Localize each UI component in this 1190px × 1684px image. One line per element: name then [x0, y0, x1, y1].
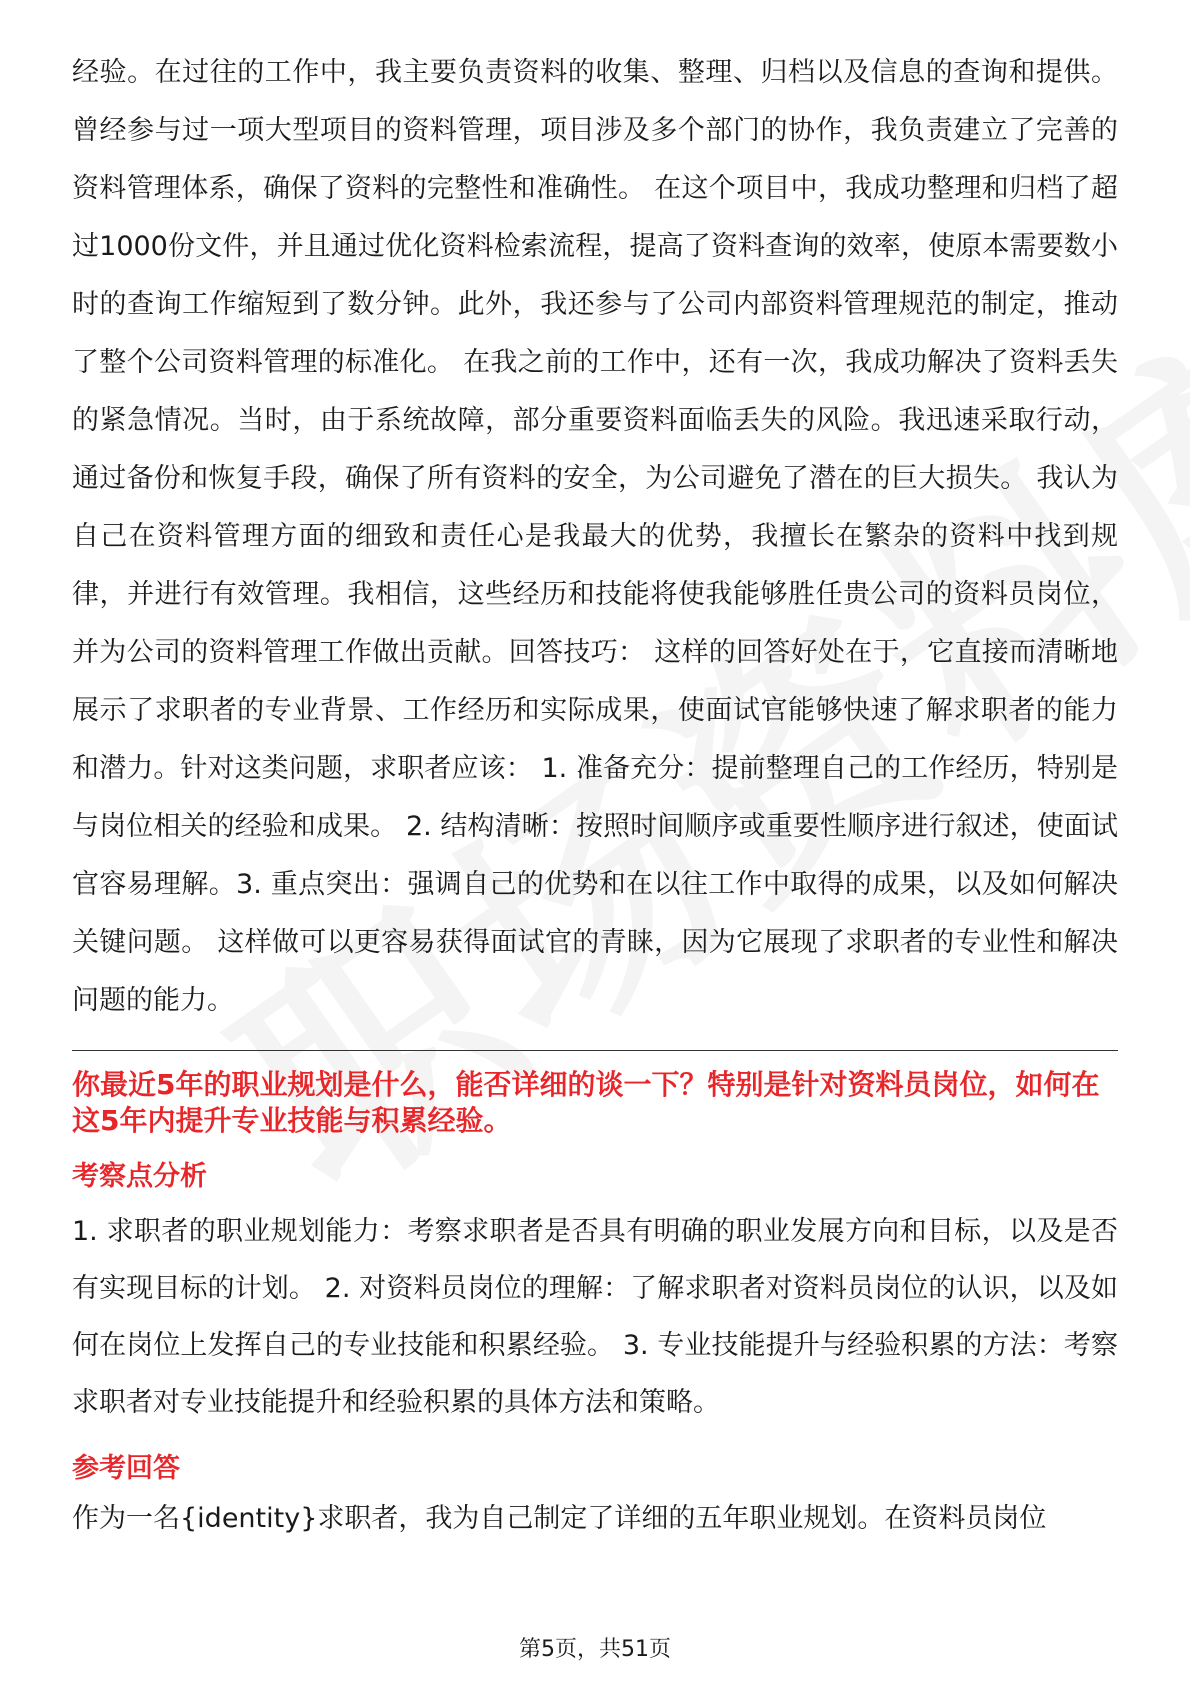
- section-divider: [72, 1050, 1118, 1051]
- analysis-text: 1. 求职者的职业规划能力：考察求职者是否具有明确的职业发展方向和目标，以及是否有实现目标的计划。 2. 对资料员岗位的理解：了解求职者对资料员岗位的认识，以及如何在岗位上发挥自己的专业技能和积累经验。 3. 专业技能提升与经验积累的方法：考察求职者对专业技能提升和经验积累的具体方法和策略。: [72, 1216, 1118, 1418]
- reference-answer-heading: 参考回答: [72, 1453, 180, 1484]
- page-content: [72, 44, 1118, 1545]
- analysis-heading: 考察点分析: [72, 1161, 207, 1192]
- continued-answer-text: 经验。在过往的工作中，我主要负责资料的收集、整理、归档以及信息的查询和提供。曾经参与过一项大型项目的资料管理，项目涉及多个部门的协作，我负责建立了完善的资料管理体系，确保了资料的完整性和准确性。 在这个项目中，我成功整理和归档了超过1000份文件，并且通过优化资料检索流程，提高了资料查询的效率，使原本需要数小时的查询工作缩短到了数分钟。此外，我还参与了公司内部资料管理规范的制定，推动了整个公司资料管理的标准化。 在我之前的工作中，还有一次，我成功解决了资料丢失的紧急情况。当时，由于系统故障，部分重要资料面临丢失的风险。我迅速采取行动，通过备份和恢复手段，确保了所有资料的安全，为公司避免了潜在的巨大损失。 我认为自己在资料管理方面的细致和责任心是我最大的优势，我擅长在繁杂的资料中找到规律，并进行有效管理。我相信，这些经历和技能将使我能够胜任贵公司的资料员岗位，并为公司的资料管理工作做出贡献。回答技巧： 这样的回答好处在于，它直接而清晰地展示了求职者的专业背景、工作经历和实际成果，使面试官能够快速了解求职者的能力和潜力。针对这类问题，求职者应该： 1. 准备充分：提前整理自己的工作经历，特别是与岗位相关的经验和成果。 2. 结构清晰：按照时间顺序或重要性顺序进行叙述，使面试官容易理解。3. 重点突出：强调自己的优势和在以往工作中取得的成果，以及如何解决关键问题。 这样做可以更容易获得面试官的青睐，因为它展现了求职者的专业性和解决问题的能力。: [72, 57, 1118, 1016]
- page-number-footer: 第5页，共51页: [519, 1637, 671, 1662]
- interview-question: 你最近5年的职业规划是什么，能否详细的谈一下？特别是针对资料员岗位，如何在这5年内提升专业技能与积累经验。: [72, 1068, 1100, 1137]
- reference-answer-text: 作为一名{identity}求职者，我为自己制定了详细的五年职业规划。在资料员岗位: [72, 1503, 1047, 1534]
